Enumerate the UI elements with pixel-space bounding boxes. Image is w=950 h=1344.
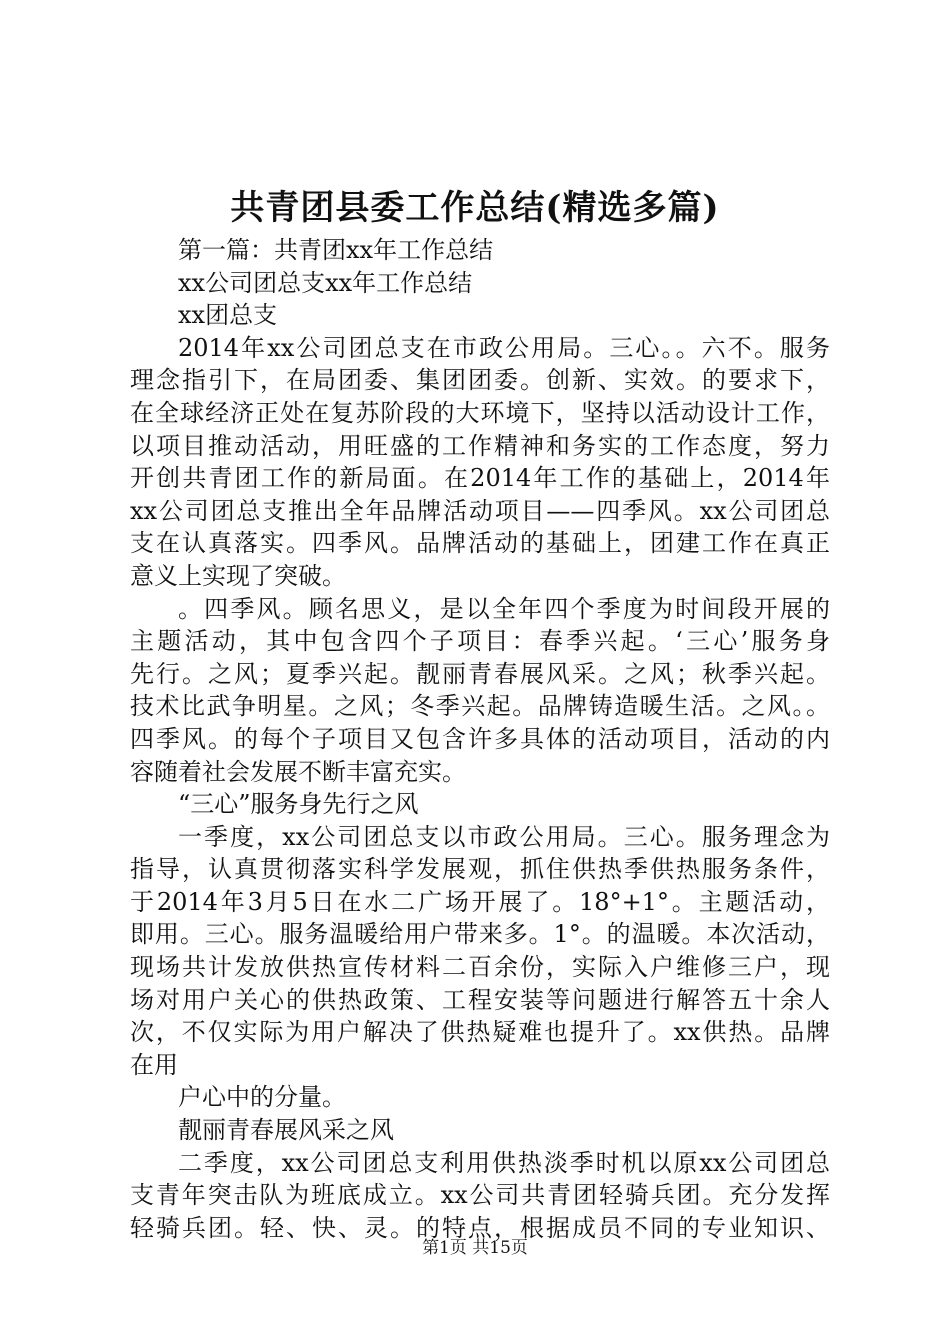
text-line: 现场共计发放供热宣传材料二百余份，实际入户维修三户，现 [130, 953, 830, 982]
text-line: 理念指引下，在局团委、集团团委。创新、实效。的要求下， [130, 366, 830, 395]
text-line: 在用 [130, 1050, 178, 1079]
text-line: 二季度，xx公司团总支利用供热淡季时机以原xx公司团总 [178, 1148, 830, 1177]
text-line: 场对用户关心的供热政策、工程安装等问题进行解答五十余人 [130, 985, 830, 1014]
text-line: 在全球经济正处在复苏阶段的大环境下，坚持以活动设计工作， [130, 398, 830, 427]
text-line: 一季度，xx公司团总支以市政公用局。三心。服务理念为 [178, 822, 830, 851]
text-line: xx公司团总支推出全年品牌活动项目——四季风。xx公司团总 [130, 496, 830, 525]
text-line: 于2014年3月5日在水二广场开展了。18°+1°。主题活动， [130, 887, 830, 916]
text-line: 容随着社会发展不断丰富充实。 [130, 757, 466, 786]
document-body [130, 234, 830, 1244]
text-line: 户心中的分量。 [178, 1083, 346, 1112]
text-line: 2014年xx公司团总支在市政公用局。三心。。六不。服务 [178, 333, 830, 362]
page-number: 第1页 共15页 [422, 1238, 528, 1258]
text-line: 支青年突击队为班底成立。xx公司共青团轻骑兵团。充分发挥 [130, 1181, 830, 1210]
text-line: “三心”服务身先行之风 [178, 790, 419, 819]
text-line: 靓丽青春展风采之风 [178, 1116, 394, 1145]
text-line: 。四季风。顾名思义，是以全年四个季度为时间段开展的 [178, 594, 830, 623]
text-line: 次，不仅实际为用户解决了供热疑难也提升了。xx供热。品牌 [130, 1018, 830, 1047]
text-line: xx公司团总支xx年工作总结 [178, 268, 473, 297]
text-line: 支在认真落实。四季风。品牌活动的基础上，团建工作在真正 [130, 529, 830, 558]
text-line: 以项目推动活动，用旺盛的工作精神和务实的工作态度，努力 [130, 431, 830, 460]
text-line: 即用。三心。服务温暖给用户带来多。1°。的温暖。本次活动， [130, 920, 830, 949]
text-line: 技术比武争明星。之风；冬季兴起。品牌铸造暖生活。之风。。 [130, 692, 830, 721]
text-line: 开创共青团工作的新局面。在2014年工作的基础上，2014年 [130, 464, 830, 493]
text-line: 四季风。的每个子项目又包含许多具体的活动项目，活动的内 [130, 724, 830, 753]
document-title: 共青团县委工作总结(精选多篇) [230, 188, 720, 228]
text-line: 轻骑兵团。轻、快、灵。的特点，根据成员不同的专业知识、 [130, 1213, 830, 1242]
text-line: 指导，认真贯彻落实科学发展观，抓住供热季供热服务条件， [130, 855, 830, 884]
text-line: 第一篇：共青团xx年工作总结 [178, 236, 494, 264]
text-line: 主题活动，其中包含四个子项目：春季兴起。‘三心’服务身 [130, 627, 830, 656]
text-line: xx团总支 [178, 301, 278, 330]
text-line: 意义上实现了突破。 [130, 561, 346, 590]
text-line: 先行。之风；夏季兴起。靓丽青春展风采。之风；秋季兴起。 [130, 659, 830, 688]
